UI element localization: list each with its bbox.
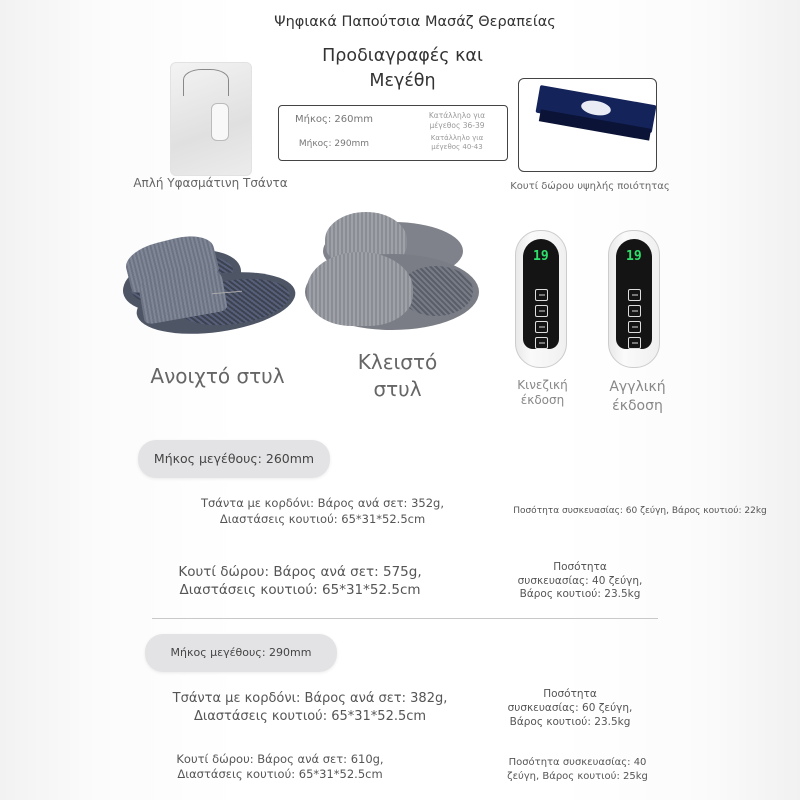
remote-chinese-button-3 [535, 321, 548, 333]
chinese-version-label-line2: έκδοση [520, 393, 565, 407]
size-290-gift-pack-line1: Ποσότητα συσκευασίας: 40 [508, 757, 647, 768]
cloth-bag-image [170, 62, 252, 176]
gift-box-label: Κουτί δώρου υψηλής ποιότητας [510, 181, 670, 192]
spec-length-260: Μήκος: 260mm [295, 114, 373, 125]
remote-chinese-display: 19 [533, 249, 549, 264]
remote-english-face [616, 239, 652, 349]
closed-style-label-line2: στυλ [373, 377, 422, 401]
size-260-gift-pack-line1: Ποσότητα [553, 561, 607, 573]
size-290-gift-pack [495, 756, 660, 784]
size-260-bag-pack: Ποσότητα συσκευασίας: 60 ζεύγη, Βάρος κουτιού: 22kg [513, 506, 767, 516]
remote-english-button-2 [628, 305, 641, 317]
bag-remote-shape [211, 103, 229, 141]
closed-style-label-line1: Κλειστό [357, 350, 438, 374]
spec-heading-line2: Μεγέθη [369, 71, 436, 91]
spec-heading-line1: Προδιαγραφές και [322, 46, 483, 66]
section-divider [152, 618, 658, 619]
spec-length-290: Μήκος: 290mm [298, 139, 370, 149]
cloth-bag-label: Απλή Υφασμάτινη Τσάντα [133, 176, 288, 190]
remote-chinese-button-2 [535, 305, 548, 317]
english-version-label-line2: έκδοση [612, 398, 663, 414]
english-version-label-line1: Αγγλική [609, 379, 666, 395]
spec-fit-260 [407, 111, 507, 131]
size-260-gift-pack-line3: Βάρος κουτιού: 23.5kg [519, 588, 641, 600]
size-260-gift-info [155, 563, 445, 599]
size-260-gift-line1: Κουτί δώρου: Βάρος ανά σετ: 575g, [178, 564, 422, 580]
remote-english-button-1 [628, 289, 641, 301]
size-260-gift-pack [495, 561, 665, 602]
remote-english-button-4 [628, 337, 641, 349]
english-version-label [600, 378, 675, 416]
size-290-gift-pack-line2: ζεύγη, Βάρος κουτιού: 25kg [507, 771, 648, 782]
gift-box-image [518, 78, 657, 172]
size-290-gift-info [165, 752, 395, 782]
remote-chinese-button-4 [535, 337, 548, 349]
size-260-gift-line2: Διαστάσεις κουτιού: 65*31*52.5cm [179, 582, 421, 598]
open-slipper-image [118, 222, 298, 332]
spec-fit-290-line2: μέγεθος 40-43 [431, 143, 483, 151]
spec-heading [300, 44, 505, 94]
size-260-bag-line2: Διαστάσεις κουτιού: 65*31*52.5cm [219, 512, 426, 526]
size-260-bag-info [170, 495, 475, 527]
size-290-bag-info [150, 690, 470, 726]
closed-slipper-image [303, 210, 483, 335]
spec-fit-260-line1: Κατάλληλο για [428, 111, 486, 120]
size-290-bag-pack-line1: Ποσότητα [543, 688, 597, 700]
size-260-gift-pack-line2: συσκευασίας: 40 ζεύγη, [517, 574, 643, 587]
open-style-label: Ανοιχτό στυλ [150, 364, 285, 388]
spec-table [278, 105, 508, 161]
remote-chinese-face [523, 239, 559, 349]
spec-fit-290-line1: Κατάλληλο για [430, 134, 484, 142]
size-260-pill: Μήκος μεγέθους: 260mm [138, 440, 330, 478]
size-290-gift-line2: Διαστάσεις κουτιού: 65*31*52.5cm [177, 767, 383, 781]
size-290-bag-line2: Διαστάσεις κουτιού: 65*31*52.5cm [193, 709, 427, 724]
remote-chinese-button-1 [535, 289, 548, 301]
closed-slipper-upper-front [307, 252, 413, 326]
size-290-bag-line1: Τσάντα με κορδόνι: Βάρος ανά σετ: 382g, [172, 691, 448, 706]
remote-english-image [608, 230, 660, 368]
remote-chinese-image [515, 230, 567, 368]
page-title: Ψηφιακά Παπούτσια Μασάζ Θεραπείας [274, 14, 556, 30]
chinese-version-label-line1: Κινεζική [517, 378, 568, 392]
size-290-bag-pack [490, 687, 650, 729]
size-290-bag-pack-line3: Βάρος κουτιού: 23.5kg [509, 716, 631, 728]
size-290-bag-pack-line2: συσκευασίας: 60 ζεύγη, [507, 702, 633, 714]
size-290-gift-line1: Κουτί δώρου: Βάρος ανά σετ: 610g, [176, 752, 384, 766]
closed-style-label [330, 349, 465, 403]
drawstring-shape [183, 69, 229, 96]
remote-english-button-3 [628, 321, 641, 333]
chinese-version-label [505, 378, 580, 408]
remote-english-display: 19 [626, 249, 642, 264]
size-290-pill: Μήκος μεγέθους: 290mm [145, 634, 337, 672]
spec-fit-290 [407, 134, 507, 152]
spec-fit-260-line2: μέγεθος 36-39 [429, 121, 485, 130]
size-260-bag-line1: Τσάντα με κορδόνι: Βάρος ανά σετ: 352g, [200, 496, 444, 510]
